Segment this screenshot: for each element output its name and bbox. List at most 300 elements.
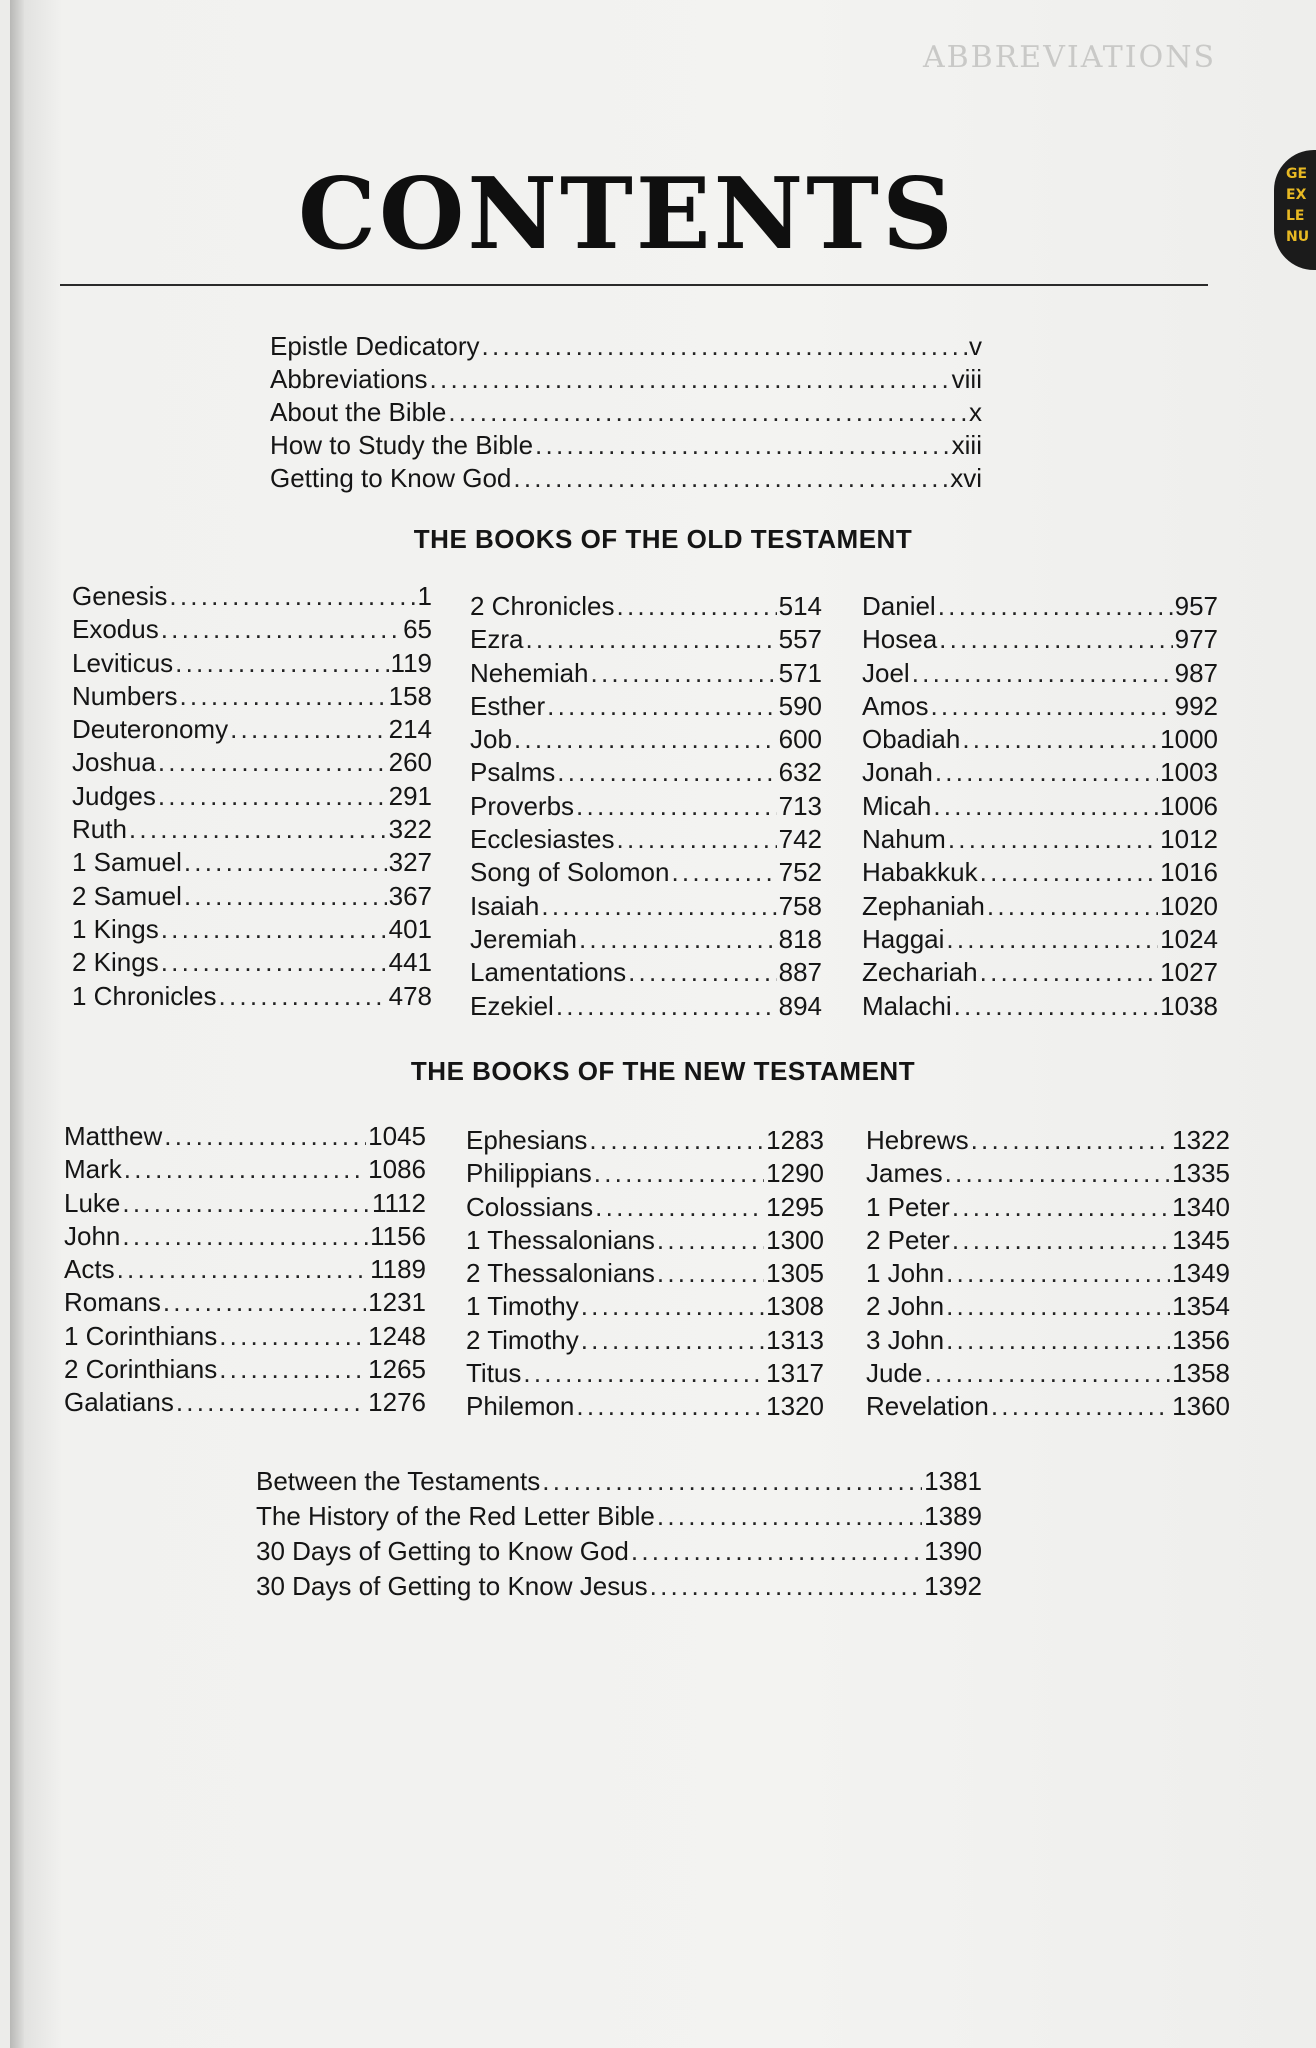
toc-entry-title: Philemon	[466, 1391, 575, 1422]
toc-entry[interactable]	[466, 1124, 824, 1157]
toc-entry[interactable]	[270, 396, 982, 429]
dot-leader	[657, 1257, 764, 1290]
thumb-tab-line: NU	[1286, 229, 1310, 245]
thumb-tab-line: GE	[1286, 166, 1308, 182]
toc-entry-title: Nahum	[862, 824, 946, 855]
toc-entry-page: 65	[403, 614, 432, 645]
toc-entry-title: Esther	[470, 690, 546, 721]
toc-entry-page: 758	[778, 890, 822, 921]
toc-entry-page: 1349	[1172, 1258, 1230, 1289]
toc-entry[interactable]	[862, 923, 1218, 956]
dot-leader	[219, 980, 387, 1013]
toc-entry-title: Zechariah	[862, 957, 978, 988]
dot-leader	[525, 623, 776, 656]
toc-entry-page: 158	[388, 680, 432, 711]
page-binding	[10, 0, 24, 2048]
toc-entry-title: 3 John	[866, 1324, 945, 1355]
dot-leader	[556, 990, 777, 1023]
toc-entry-title: Revelation	[866, 1391, 989, 1422]
new-testament-heading: THE BOOKS OF THE NEW TESTAMENT	[410, 1056, 916, 1086]
toc-entry-page: 1	[417, 581, 432, 611]
toc-entry[interactable]	[64, 1120, 426, 1153]
dot-leader	[557, 756, 776, 789]
dot-leader	[991, 1390, 1170, 1423]
toc-entry-page: 1027	[1160, 957, 1218, 988]
toc-entry[interactable]	[470, 657, 822, 690]
toc-entry-title: About the Bible	[270, 397, 447, 427]
toc-entry-title: Ephesians	[466, 1125, 588, 1155]
toc-entry-page: 1045	[368, 1121, 426, 1151]
toc-entry-page: x	[969, 397, 982, 427]
toc-entry[interactable]	[72, 580, 432, 613]
dot-leader	[987, 890, 1158, 923]
dot-leader	[980, 856, 1159, 889]
toc-entry-page: 742	[778, 824, 822, 855]
toc-entry-page: 977	[1174, 624, 1218, 655]
toc-entry-page: 367	[388, 880, 432, 911]
toc-entry-title: Nehemiah	[470, 657, 589, 688]
toc-entry[interactable]	[866, 1390, 1230, 1423]
toc-entry[interactable]	[256, 1499, 982, 1534]
toc-entry-page: 1300	[766, 1224, 824, 1255]
toc-entry-title: 30 Days of Getting to Know Jesus	[256, 1571, 648, 1601]
dot-leader	[124, 1153, 366, 1186]
book-page	[10, 0, 1316, 2048]
dot-leader	[482, 330, 967, 363]
nt-column-2	[466, 1124, 824, 1424]
dot-leader	[129, 813, 387, 846]
toc-entry[interactable]	[72, 680, 432, 713]
toc-entry-title: Mark	[64, 1154, 122, 1185]
toc-entry[interactable]	[466, 1257, 824, 1290]
front-matter-list	[270, 330, 982, 495]
toc-entry[interactable]	[466, 1191, 824, 1224]
dot-leader	[591, 657, 777, 690]
dot-leader	[219, 1320, 366, 1353]
toc-entry-title: 2 Corinthians	[64, 1354, 218, 1385]
toc-entry-title: 2 Samuel	[72, 880, 182, 911]
toc-entry-title: 1 Corinthians	[64, 1320, 218, 1351]
toc-entry[interactable]	[466, 1390, 824, 1423]
dot-leader	[952, 1224, 1170, 1257]
toc-entry-page: 1356	[1172, 1324, 1230, 1355]
toc-entry[interactable]	[862, 756, 1218, 789]
toc-entry-title: Proverbs	[470, 790, 575, 821]
toc-entry-title: Getting to Know God	[270, 463, 512, 493]
toc-entry-page: 1276	[368, 1387, 426, 1418]
toc-entry[interactable]	[466, 1357, 824, 1390]
toc-entry-title: Deuteronomy	[72, 714, 229, 745]
toc-entry-title: Colossians	[466, 1191, 594, 1222]
toc-entry[interactable]	[72, 880, 432, 913]
dot-leader	[946, 1257, 1170, 1290]
toc-entry[interactable]	[470, 590, 822, 623]
dot-leader	[930, 690, 1172, 723]
toc-entry-title: 2 Peter	[866, 1224, 950, 1255]
toc-entry[interactable]	[256, 1464, 982, 1499]
toc-entry-title: Daniel	[862, 591, 936, 621]
dot-leader	[161, 946, 387, 979]
toc-entry-title: 30 Days of Getting to Know God	[256, 1536, 629, 1566]
toc-entry-title: Matthew	[64, 1121, 163, 1151]
toc-entry[interactable]	[866, 1324, 1230, 1357]
toc-entry-page: 327	[388, 847, 432, 878]
toc-entry[interactable]	[466, 1157, 824, 1190]
toc-entry-page: 590	[778, 690, 822, 721]
toc-entry[interactable]	[866, 1157, 1230, 1190]
toc-entry-page: 1003	[1160, 757, 1218, 788]
toc-entry-page: 1381	[924, 1466, 982, 1496]
dot-leader	[657, 1499, 922, 1534]
toc-entry[interactable]	[862, 823, 1218, 856]
toc-entry-title: 2 Kings	[72, 947, 159, 978]
toc-entry-page: 1389	[924, 1501, 982, 1531]
toc-entry-title: 1 Kings	[72, 913, 159, 944]
toc-entry-page: 1335	[1172, 1158, 1230, 1189]
toc-entry[interactable]	[862, 590, 1218, 623]
nt-column-1	[64, 1120, 426, 1420]
toc-entry-title: Galatians	[64, 1387, 174, 1418]
toc-entry-title: Jude	[866, 1358, 923, 1389]
ot-column-1	[72, 580, 432, 1013]
dot-leader	[952, 1191, 1170, 1224]
toc-entry-title: Micah	[862, 790, 932, 821]
toc-entry-title: 1 Peter	[866, 1191, 950, 1222]
dot-leader	[912, 657, 1173, 690]
page-title: CONTENTS	[298, 157, 956, 272]
dot-leader	[122, 1187, 370, 1220]
toc-entry[interactable]	[72, 946, 432, 979]
toc-entry-title: James	[866, 1158, 943, 1189]
toc-entry[interactable]	[862, 956, 1218, 989]
dot-leader	[935, 756, 1158, 789]
toc-entry-page: 1189	[370, 1254, 426, 1285]
toc-entry-title: Zephaniah	[862, 890, 985, 921]
toc-entry-page: 1360	[1172, 1391, 1230, 1422]
toc-entry-title: 2 Timothy	[466, 1324, 579, 1355]
dot-leader	[954, 990, 1159, 1023]
toc-entry[interactable]	[64, 1386, 426, 1419]
toc-entry-page: 1020	[1160, 890, 1218, 921]
toc-entry-page: 600	[778, 724, 822, 755]
toc-entry-title: Ruth	[72, 814, 127, 845]
dot-leader	[523, 1357, 764, 1390]
dot-leader	[938, 590, 1173, 623]
toc-entry-page: 1231	[368, 1287, 426, 1318]
dot-leader	[184, 846, 387, 879]
toc-entry-title: Habakkuk	[862, 857, 978, 888]
toc-entry-title: 2 Thessalonians	[466, 1258, 655, 1289]
dot-leader	[671, 856, 776, 889]
toc-entry-page: 1340	[1172, 1191, 1230, 1222]
toc-entry[interactable]	[466, 1224, 824, 1257]
dot-leader	[576, 1390, 764, 1423]
toc-entry[interactable]	[470, 956, 822, 989]
toc-entry-title: Jeremiah	[470, 923, 577, 954]
dot-leader	[617, 590, 777, 623]
dot-leader	[535, 429, 950, 462]
dot-leader	[513, 462, 948, 495]
back-matter-list	[256, 1464, 982, 1604]
toc-entry-title: John	[64, 1220, 121, 1251]
thumb-tab-line: LE	[1286, 208, 1305, 224]
toc-entry[interactable]	[72, 613, 432, 646]
toc-entry-page: 1112	[372, 1187, 426, 1218]
dot-leader	[576, 790, 777, 823]
dot-leader	[933, 790, 1158, 823]
toc-entry[interactable]	[470, 890, 822, 923]
toc-entry-page: 1305	[766, 1258, 824, 1289]
toc-entry[interactable]	[72, 913, 432, 946]
dot-leader	[547, 690, 776, 723]
thumb-index-tab[interactable]	[1274, 150, 1316, 270]
toc-entry-title: Haggai	[862, 923, 945, 954]
toc-entry[interactable]	[470, 923, 822, 956]
toc-entry-title: Amos	[862, 690, 929, 721]
toc-entry-page: 1322	[1172, 1125, 1230, 1155]
dot-leader	[122, 1220, 368, 1253]
toc-entry[interactable]	[72, 713, 432, 746]
toc-entry-title: Luke	[64, 1187, 121, 1218]
toc-entry-title: 2 John	[866, 1291, 945, 1322]
toc-entry[interactable]	[270, 462, 982, 495]
toc-entry-title: 1 Thessalonians	[466, 1224, 655, 1255]
toc-entry-page: 1016	[1160, 857, 1218, 888]
toc-entry-page: 1283	[766, 1125, 824, 1155]
toc-entry-page: 894	[778, 990, 822, 1021]
toc-entry-page: xiii	[951, 430, 982, 460]
toc-entry-title: 1 Samuel	[72, 847, 182, 878]
toc-entry[interactable]	[72, 846, 432, 879]
toc-entry[interactable]	[72, 980, 432, 1013]
toc-entry-title: Genesis	[72, 581, 168, 611]
toc-entry-title: Jonah	[862, 757, 933, 788]
toc-entry-title: Joel	[862, 657, 910, 688]
toc-entry-page: 1358	[1172, 1358, 1230, 1389]
toc-entry-page: 291	[388, 780, 432, 811]
dot-leader	[179, 680, 386, 713]
toc-entry-title: Leviticus	[72, 647, 174, 678]
dot-leader	[946, 1290, 1170, 1323]
toc-entry[interactable]	[866, 1191, 1230, 1224]
title-divider	[60, 284, 1208, 286]
dot-leader	[939, 623, 1172, 656]
toc-entry-title: Lamentations	[470, 957, 627, 988]
toc-entry[interactable]	[256, 1534, 982, 1569]
toc-entry-title: 1 John	[866, 1258, 945, 1289]
toc-entry-page: 1290	[766, 1158, 824, 1189]
dot-leader	[581, 1290, 764, 1323]
toc-entry-title: Malachi	[862, 990, 952, 1021]
dot-leader	[164, 1120, 366, 1153]
dot-leader	[657, 1224, 764, 1257]
toc-entry-title: Acts	[64, 1254, 115, 1285]
toc-entry[interactable]	[470, 623, 822, 656]
ot-column-3	[862, 590, 1218, 1023]
dot-leader	[219, 1353, 366, 1386]
toc-entry[interactable]	[64, 1286, 426, 1319]
dot-leader	[962, 723, 1158, 756]
toc-entry-page: 1038	[1160, 990, 1218, 1021]
toc-entry-title: Numbers	[72, 680, 178, 711]
toc-entry[interactable]	[866, 1124, 1230, 1157]
toc-entry[interactable]	[64, 1253, 426, 1286]
toc-entry[interactable]	[470, 723, 822, 756]
dot-leader	[542, 1464, 922, 1499]
toc-entry-title: Obadiah	[862, 724, 961, 755]
toc-entry-page: 1295	[766, 1191, 824, 1222]
toc-entry-page: 992	[1174, 690, 1218, 721]
toc-entry[interactable]	[270, 330, 982, 363]
toc-entry-title: The History of the Red Letter Bible	[256, 1501, 655, 1531]
toc-entry-page: 1313	[766, 1324, 824, 1355]
dot-leader	[631, 1534, 922, 1569]
toc-entry-page: 441	[388, 947, 432, 978]
toc-entry-page: 987	[1174, 657, 1218, 688]
toc-entry[interactable]	[866, 1357, 1230, 1390]
toc-entry-page: 1390	[924, 1536, 982, 1566]
dot-leader	[650, 1569, 923, 1604]
toc-entry-page: 119	[390, 647, 432, 678]
dot-leader	[581, 1324, 764, 1357]
toc-entry-page: v	[969, 331, 982, 361]
dot-leader	[946, 1324, 1170, 1357]
toc-entry[interactable]	[470, 856, 822, 889]
dot-leader	[117, 1253, 369, 1286]
dot-leader	[945, 1157, 1171, 1190]
toc-entry-page: 1308	[766, 1291, 824, 1322]
toc-entry[interactable]	[470, 756, 822, 789]
toc-entry-page: 1354	[1172, 1291, 1230, 1322]
dot-leader	[161, 913, 387, 946]
toc-entry[interactable]	[862, 990, 1218, 1023]
toc-entry[interactable]	[862, 856, 1218, 889]
toc-entry-page: 1156	[370, 1220, 426, 1251]
dot-leader	[158, 780, 387, 813]
toc-entry-page: 1086	[368, 1154, 426, 1185]
toc-entry[interactable]	[862, 690, 1218, 723]
toc-entry[interactable]	[466, 1324, 824, 1357]
toc-entry-title: Philippians	[466, 1158, 592, 1189]
dot-leader	[980, 956, 1159, 989]
toc-entry-page: 1248	[368, 1320, 426, 1351]
toc-entry-title: How to Study the Bible	[270, 430, 534, 460]
dot-leader	[971, 1124, 1171, 1157]
toc-entry[interactable]	[470, 790, 822, 823]
toc-entry-title: 1 Chronicles	[72, 980, 217, 1011]
toc-entry[interactable]	[64, 1220, 426, 1253]
toc-entry-title: Ezra	[470, 624, 524, 655]
thumb-tab-line: EX	[1286, 187, 1307, 203]
toc-entry-page: 1024	[1160, 923, 1218, 954]
toc-entry[interactable]	[866, 1224, 1230, 1257]
toc-entry[interactable]	[862, 623, 1218, 656]
toc-entry-title: Ecclesiastes	[470, 824, 615, 855]
toc-entry-title: Romans	[64, 1287, 161, 1318]
dot-leader	[184, 880, 387, 913]
toc-entry[interactable]	[862, 890, 1218, 923]
dot-leader	[594, 1157, 764, 1190]
dot-leader	[176, 1386, 366, 1419]
dot-leader	[448, 396, 967, 429]
toc-entry[interactable]	[470, 990, 822, 1023]
dot-leader	[589, 1124, 764, 1157]
toc-entry-title: Epistle Dedicatory	[270, 331, 480, 361]
toc-entry[interactable]	[256, 1569, 982, 1604]
dot-leader	[175, 647, 388, 680]
toc-entry-title: Hebrews	[866, 1125, 969, 1155]
toc-entry[interactable]	[72, 647, 432, 680]
toc-entry[interactable]	[270, 429, 982, 462]
dot-leader	[628, 956, 777, 989]
toc-entry[interactable]	[72, 813, 432, 846]
toc-entry-title: Song of Solomon	[470, 857, 670, 888]
toc-entry-title: Isaiah	[470, 890, 540, 921]
toc-entry-page: 1392	[924, 1571, 982, 1601]
toc-entry[interactable]	[862, 723, 1218, 756]
toc-entry[interactable]	[866, 1257, 1230, 1290]
toc-entry[interactable]	[72, 746, 432, 779]
toc-entry-page: 401	[388, 913, 432, 944]
dot-leader	[158, 746, 387, 779]
dot-leader	[541, 890, 776, 923]
toc-entry[interactable]	[72, 780, 432, 813]
toc-entry-page: 478	[388, 980, 432, 1011]
toc-entry-page: 632	[778, 757, 822, 788]
toc-entry-title: Between the Testaments	[256, 1466, 541, 1496]
toc-entry-page: viii	[951, 364, 982, 394]
toc-entry[interactable]	[862, 657, 1218, 690]
toc-entry-page: 1320	[766, 1391, 824, 1422]
toc-entry-page: 1265	[368, 1354, 426, 1385]
dot-leader	[924, 1357, 1170, 1390]
dot-leader	[430, 363, 950, 396]
toc-entry-title: Exodus	[72, 614, 159, 645]
toc-entry[interactable]	[64, 1153, 426, 1186]
toc-entry[interactable]	[470, 690, 822, 723]
toc-entry-page: 1345	[1172, 1224, 1230, 1255]
toc-entry-page: 571	[778, 657, 822, 688]
running-head: ABBREVIATIONS	[922, 40, 1216, 75]
nt-column-3	[866, 1124, 1230, 1424]
dot-leader	[161, 613, 401, 646]
ot-column-2	[470, 590, 822, 1023]
toc-entry-title: 2 Chronicles	[470, 591, 615, 621]
toc-entry[interactable]	[466, 1290, 824, 1323]
toc-entry[interactable]	[64, 1187, 426, 1220]
toc-entry-title: 1 Timothy	[466, 1291, 579, 1322]
toc-entry-page: 1006	[1160, 790, 1218, 821]
dot-leader	[514, 723, 777, 756]
toc-entry[interactable]	[64, 1320, 426, 1353]
toc-entry-page: 713	[778, 790, 822, 821]
dot-leader	[617, 823, 777, 856]
toc-entry[interactable]	[64, 1353, 426, 1386]
toc-entry[interactable]	[270, 363, 982, 396]
toc-entry-title: Titus	[466, 1358, 522, 1389]
toc-entry-title: Joshua	[72, 747, 156, 778]
dot-leader	[169, 580, 415, 613]
toc-entry[interactable]	[862, 790, 1218, 823]
toc-entry-page: 887	[778, 957, 822, 988]
toc-entry[interactable]	[470, 823, 822, 856]
toc-entry-page: 1317	[766, 1358, 824, 1389]
toc-entry[interactable]	[866, 1290, 1230, 1323]
toc-entry-page: 557	[778, 624, 822, 655]
toc-entry-title: Ezekiel	[470, 990, 554, 1021]
toc-entry-title: Hosea	[862, 624, 938, 655]
toc-entry-title: Job	[470, 724, 512, 755]
